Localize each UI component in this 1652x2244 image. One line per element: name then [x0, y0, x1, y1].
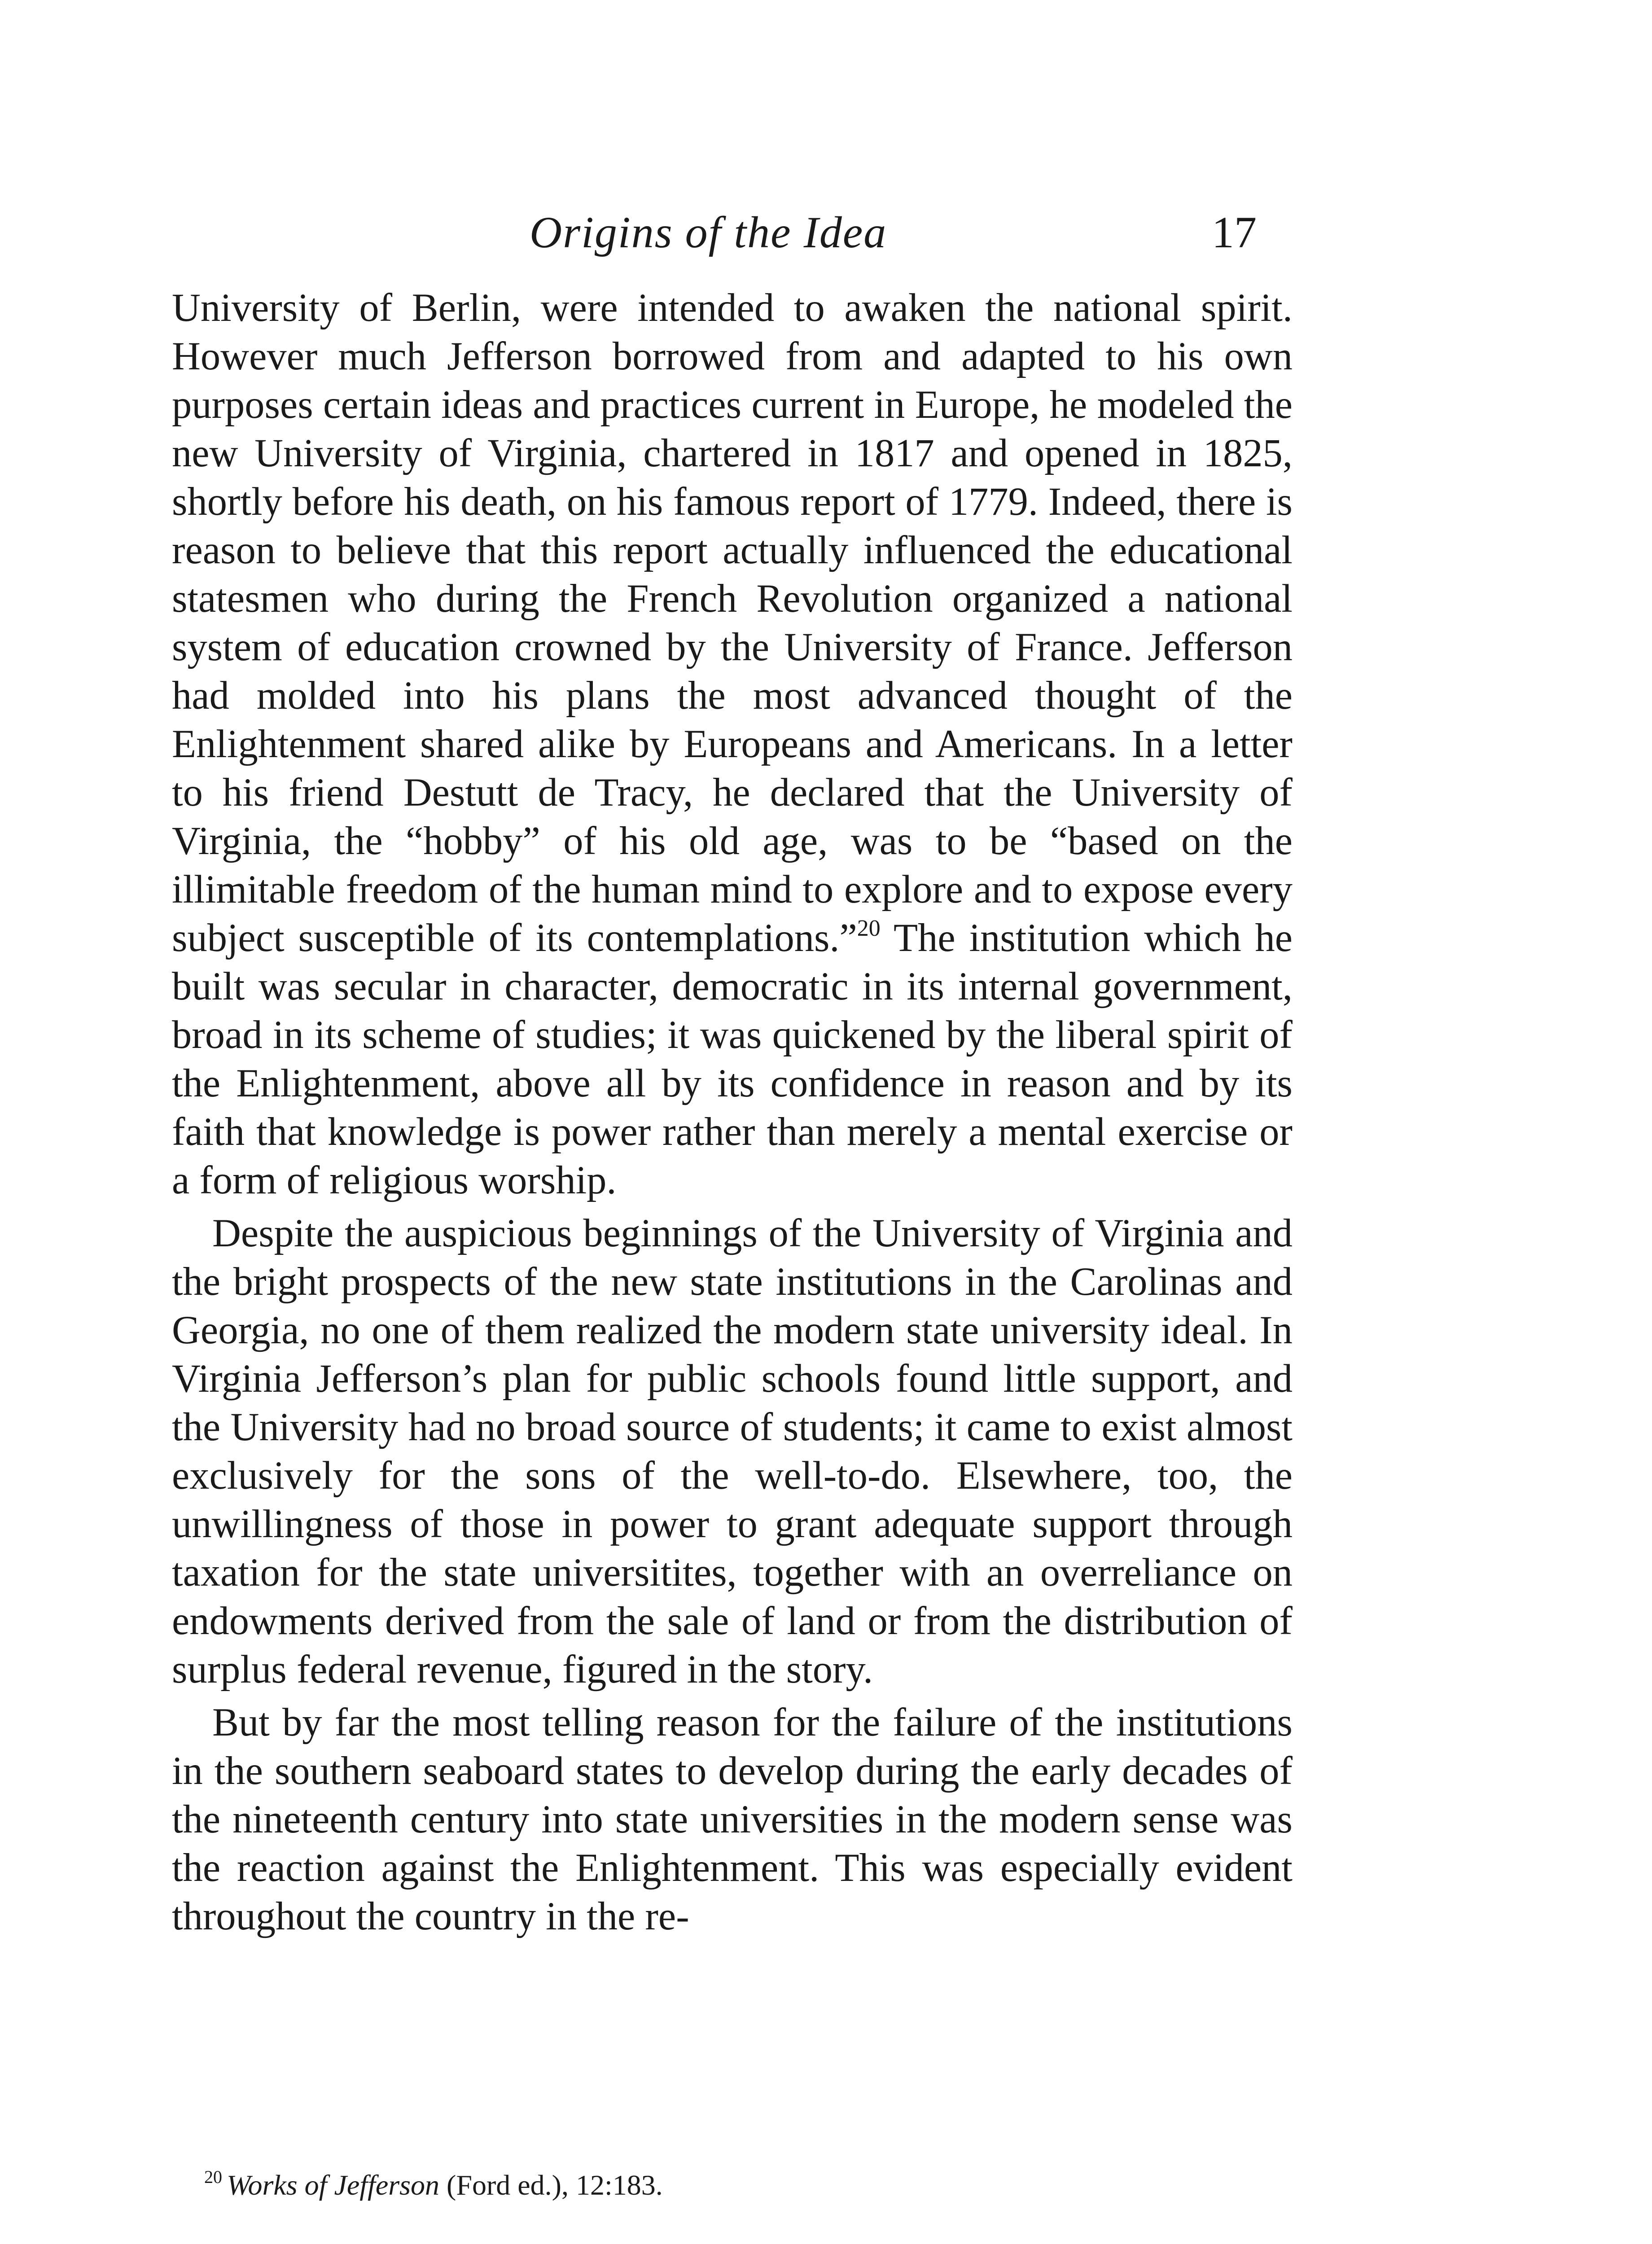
paragraph-1-end: The institution which he built was secular in character, democratic in its internal government, broad in its scheme of studies; it was quickened by the liberal spirit of the Enlightenment, above all by its confidence in reason and by its faith that knowledge is power rather than merely a mental exercise or a form of religious worship. [172, 916, 1293, 1202]
body-text [172, 284, 1293, 1941]
paragraph-3: But by far the most telling reason for the failure of the institutions in the southern seaboard states to develop during the early decades of the nineteenth century into state universities in the modern sense was the reaction against the Enlightenment. This was especially evident throughout the country in the re- [172, 1701, 1293, 1938]
page-header [0, 206, 1652, 259]
footnote-citation: (Ford ed.), 12:183. [439, 2169, 663, 2201]
running-head: Origins of the Idea [530, 207, 887, 257]
page-number: 17 [1212, 207, 1257, 257]
footnote-reference: 20 [857, 916, 881, 941]
footnote-title: Works of Jefferson [227, 2169, 440, 2201]
footnote: 20 Works of Jefferson (Ford ed.), 12:183. [204, 2167, 663, 2201]
paragraph-1 [172, 284, 1293, 1205]
paragraph-2: Despite the auspicious beginnings of the University of Virginia and the bright prospects of the new state institutions in the Carolinas and Georgia, no one of them realized the modern state university ideal. In Virginia Jefferson’s plan for public schools found little support, and the University had no broad source of students; it came to exist almost exclusively for the sons of the well-to-do. Elsewhere, too, the unwillingness of those in power to grant adequate support through taxation for the state universitites, together with an overreliance on endowments derived from the sale of land or from the distribution of surplus federal revenue, figured in the story. [172, 1211, 1293, 1692]
paragraph-1-text: University of Berlin, were intended to awaken the national spirit. However much Jefferson borrowed from and adapted to his own purposes certain ideas and practices current in Europe, he modeled the new University of Virginia, chartered in 1817 and opened in 1825, shortly before his death, on his famous report of 1779. Indeed, there is reason to believe that this report actually influenced the educational statesmen who during the French Revolution organized a national system of education crowned by the University of France. Jefferson had molded into his plans the most advanced thought of the Enlightenment shared alike by Europeans and Americans. In a letter to his friend Destutt de Tracy, he declared that the University of Virginia, the “hobby” of his old age, was to be “based on the illimitable freedom of the human mind to explore and to expose every subject susceptible of its contemplations.” [172, 286, 1293, 960]
